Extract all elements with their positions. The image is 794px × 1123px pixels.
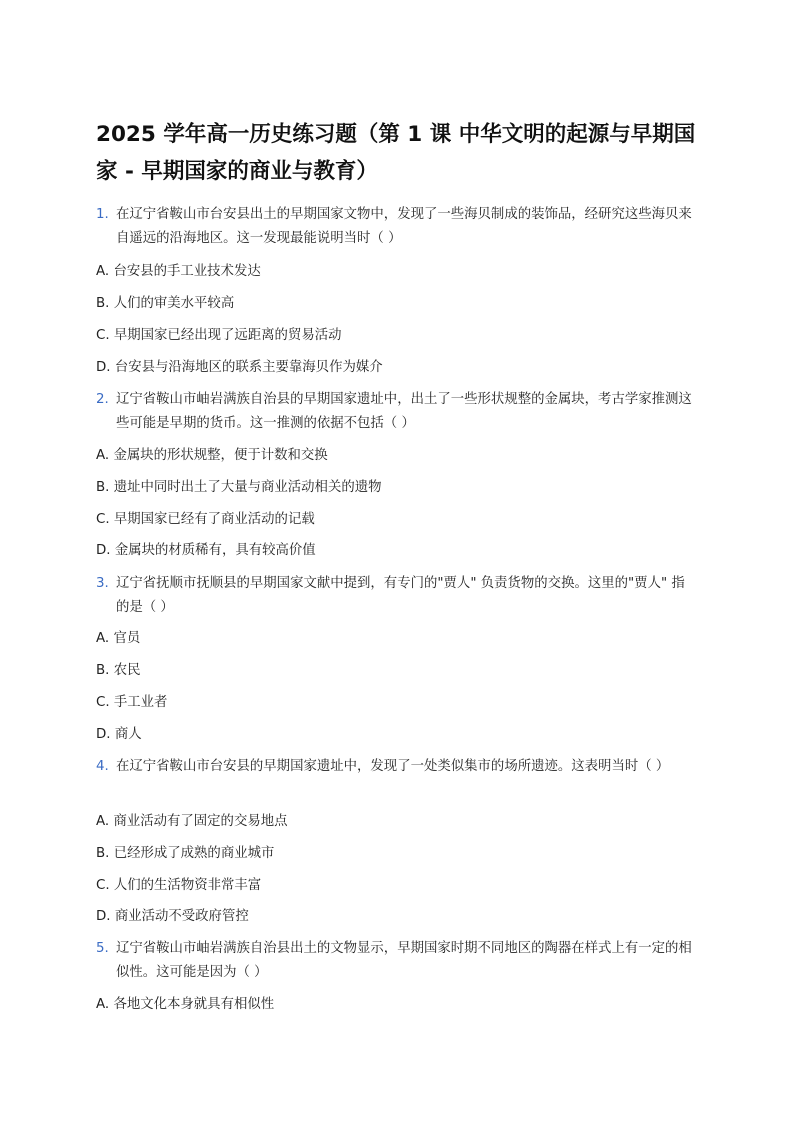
question-number: 1. [96,207,109,222]
option: B. 农民 [96,663,141,678]
question-number: 3. [96,576,109,591]
question-text: 辽宁省抚顺市抚顺县的早期国家文献中提到，有专门的"贾人" 负责货物的交换。这里的"贾人" 指的是（ ） [116,576,685,615]
question-text: 在辽宁省鞍山市台安县的早期国家遗址中，发现了一处类似集市的场所遗迹。这表明当时（ ） [116,759,670,774]
option: A. 金属块的形状规整，便于计数和交换 [96,448,328,463]
question-number: 4. [96,759,109,774]
option: D. 商业活动不受政府管控 [96,909,249,924]
option: A. 台安县的手工业技术发达 [96,264,261,279]
question-3 [96,572,696,620]
question-5 [96,937,696,985]
option: A. 商业活动有了固定的交易地点 [96,814,288,829]
option: B. 已经形成了成熟的商业城市 [96,846,275,861]
question-4 [96,755,696,779]
option: C. 早期国家已经出现了远距离的贸易活动 [96,328,342,343]
question-number: 2. [96,392,109,407]
option: C. 早期国家已经有了商业活动的记载 [96,512,315,527]
option: B. 人们的审美水平较高 [96,296,235,311]
question-text: 在辽宁省鞍山市台安县出土的早期国家文物中，发现了一些海贝制成的装饰品，经研究这些海贝来自遥远的沿海地区。这一发现最能说明当时（ ） [116,207,692,246]
question-1 [96,203,696,251]
question-text: 辽宁省鞍山市岫岩满族自治县的早期国家遗址中，出土了一些形状规整的金属块，考古学家推测这些可能是早期的货币。这一推测的依据不包括（ ） [116,392,692,431]
question-number: 5. [96,941,109,956]
question-2 [96,388,696,436]
question-text: 辽宁省鞍山市岫岩满族自治县出土的文物显示，早期国家时期不同地区的陶器在样式上有一定的相似性。这可能是因为（ ） [116,941,692,980]
option: D. 台安县与沿海地区的联系主要靠海贝作为媒介 [96,360,383,375]
option: D. 商人 [96,727,142,742]
option: A. 官员 [96,631,141,646]
option: D. 金属块的材质稀有，具有较高价值 [96,543,316,558]
option: A. 各地文化本身就具有相似性 [96,997,275,1012]
option: C. 手工业者 [96,695,168,710]
document-title: 2025 学年高一历史练习题（第 1 课 中华文明的起源与早期国家 - 早期国家的商业与教育） [96,122,696,184]
option: B. 遗址中同时出土了大量与商业活动相关的遗物 [96,480,382,495]
option: C. 人们的生活物资非常丰富 [96,878,262,893]
